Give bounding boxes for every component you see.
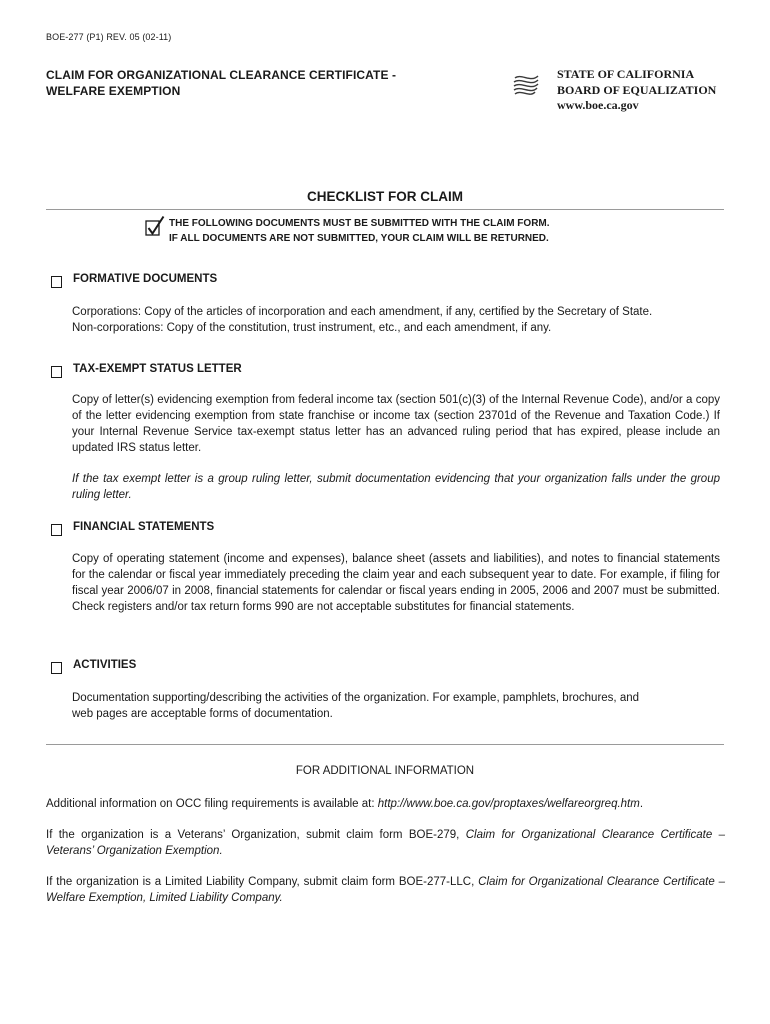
llc-form-title: Claim for Organizational Clearance Certificate – Welfare Exemption, Limited Liability Company. [46,876,725,904]
veterans-form-title: Claim for Organizational Clearance Certificate – Veterans’ Organization Exemption. [46,829,725,857]
financial-heading: FINANCIAL STATEMENTS [73,521,215,533]
submission-notice [169,217,550,246]
checked-box-icon [145,215,165,237]
activities-line2: web pages are acceptable forms of documentation. [72,708,333,720]
llc-paragraph [46,874,725,906]
form-title [46,67,396,99]
checklist-title: CHECKLIST FOR CLAIM [307,189,463,204]
activities-heading: ACTIVITIES [73,659,137,671]
bottom-divider [46,744,724,745]
formative-line1: Corporations: Copy of the articles of incorporation and each amendment, if any, certified by the Secretary of State. [72,306,653,318]
activities-text [72,690,720,722]
boe-seal-icon [511,70,541,100]
occ-info-text: Additional information on OCC filing requirements is available at: [46,798,378,810]
veterans-text: If the organization is a Veterans’ Organization, submit claim form BOE-279, [46,829,466,841]
financial-checkbox[interactable] [51,524,62,536]
llc-text: If the organization is a Limited Liability Company, submit claim form BOE-277-LLC, [46,876,479,888]
tax-exempt-heading: TAX-EXEMPT STATUS LETTER [73,363,242,375]
formative-checkbox[interactable] [51,276,62,288]
formative-heading: FORMATIVE DOCUMENTS [73,273,218,285]
financial-text: Copy of operating statement (income and expenses), balance sheet (assets and liabilities), and notes to financial statements for the calendar or fiscal year immediately preceding the claim year and each subsequent year to date. For example, if filing for fiscal year 2006/07 in 2008, financial statements for calendar or fiscal years ending in 2005, 2006 and 2007 must be submitted. Check registers and/or tax return forms 990 are not acceptable substitutes for financial statements. [72,553,720,613]
activities-line1: Documentation supporting/describing the activities of the organization. For example, pamphlets, brochures, and [72,692,640,704]
occ-info-paragraph [46,796,725,812]
agency-board: BOARD OF EQUALIZATION [557,82,717,97]
agency-website[interactable]: www.boe.ca.gov [557,98,639,112]
formative-text [72,304,720,336]
additional-info-title: FOR ADDITIONAL INFORMATION [295,765,475,777]
veterans-paragraph [46,827,725,859]
occ-info-period: . [639,798,644,810]
formative-line2: Non-corporations: Copy of the constitution, trust instrument, etc., and each amendment, if any. [72,322,552,334]
group-ruling-note: If the tax exempt letter is a group ruling letter, submit documentation evidencing that your organization falls under the group ruling letter. [72,473,720,501]
tax-exempt-checkbox[interactable] [51,366,62,378]
form-number: BOE-277 (P1) REV. 05 (02-11) [46,32,172,42]
form-title-line1: CLAIM FOR ORGANIZATIONAL CLEARANCE CERTIFICATE - [46,68,397,82]
tax-exempt-text: Copy of letter(s) evidencing exemption from federal income tax (section 501(c)(3) of the Internal Revenue Code), and/or a copy of the letter evidencing exemption from state franchise or income tax (section 23701d of the Revenue and Taxation Code.) If your Internal Revenue Service tax-exempt status letter has an advanced ruling period that has expired, please include an updated IRS status letter. [72,394,720,454]
notice-line2: IF ALL DOCUMENTS ARE NOT SUBMITTED, YOUR CLAIM WILL BE RETURNED. [169,232,549,244]
top-divider [46,209,724,210]
agency-block [557,67,716,114]
notice-line1: THE FOLLOWING DOCUMENTS MUST BE SUBMITTED WITH THE CLAIM FORM. [169,218,550,229]
activities-checkbox[interactable] [51,662,62,674]
agency-state: STATE OF CALIFORNIA [557,67,695,81]
form-title-line2: WELFARE EXEMPTION [46,84,181,98]
occ-info-link[interactable]: http://www.boe.ca.gov/proptaxes/welfareorgreq.htm [377,798,640,810]
